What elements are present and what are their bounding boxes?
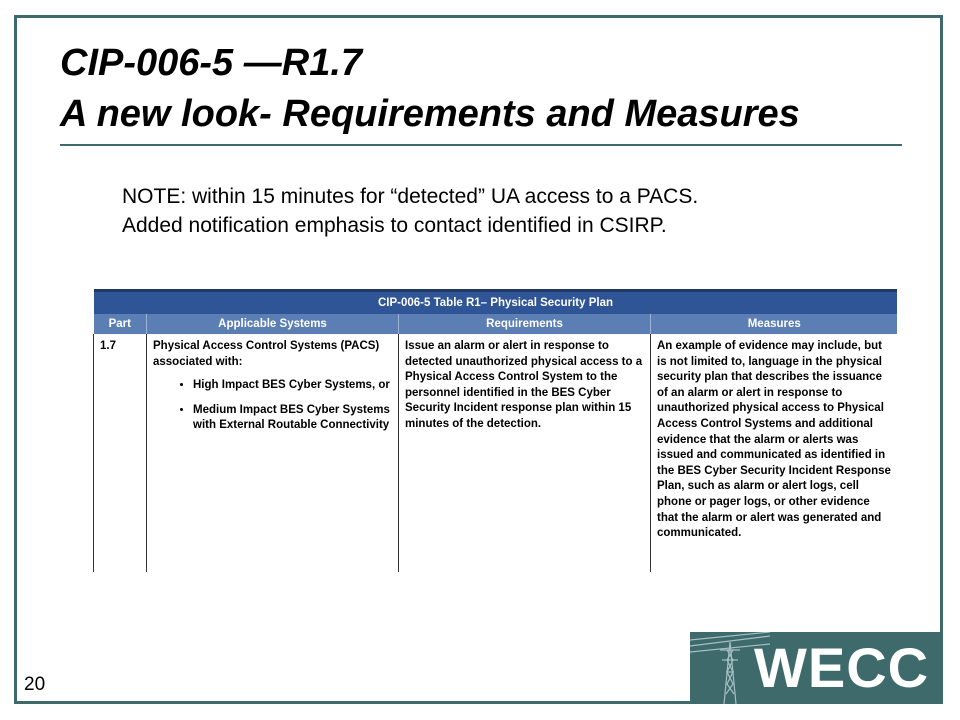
note-line-1: NOTE: within 15 minutes for “detected” UA access to a PACS.	[122, 185, 699, 208]
slide-subtitle: A new look- Requirements and Measures	[60, 93, 800, 135]
cell-part: 1.7	[94, 334, 147, 572]
requirements-table-image	[93, 289, 897, 572]
table-row	[94, 334, 898, 572]
column-header-requirements: Requirements	[399, 314, 651, 334]
systems-intro: Physical Access Control Systems (PACS) associated with:	[153, 340, 380, 368]
list-item: • High Impact BES Cyber Systems, or	[193, 378, 392, 394]
systems-list	[153, 378, 392, 434]
requirements-table	[93, 289, 897, 572]
table-title: CIP-006-5 Table R1– Physical Security Plan	[94, 291, 898, 315]
column-header-measures: Measures	[651, 314, 898, 334]
title-divider	[60, 144, 902, 146]
column-header-applicable-systems: Applicable Systems	[147, 314, 399, 334]
cell-requirements: Issue an alarm or alert in response to detected unauthorized physical access to a Physical Access Control System to the personnel identified in the BES Cyber Security Incident response plan within 15 minutes of the detection.	[399, 334, 651, 572]
note-line-2: Added notification emphasis to contact identified in CSIRP.	[122, 214, 667, 237]
column-header-part: Part	[94, 314, 147, 334]
logo-text: WECC	[754, 636, 930, 699]
list-item: • Medium Impact BES Cyber Systems with External Routable Connectivity	[193, 403, 392, 434]
note-text	[122, 182, 698, 240]
slide-title: CIP-006-5 —R1.7	[60, 42, 363, 84]
cell-applicable-systems	[147, 334, 399, 572]
cell-measures: An example of evidence may include, but is not limited to, language in the physical security plan that describes the issuance of an alarm or alert in response to unauthorized physical access to Physical Access Control Systems and additional evidence that the alarm or alerts was issued and communicated as identified in the BES Cyber Security Incident Response Plan, such as alarm or alert logs, cell phone or pager logs, or other evidence that the alarm or alert was generated and communicated.	[651, 334, 898, 572]
wecc-logo	[690, 632, 942, 704]
page-number: 20	[24, 674, 46, 695]
